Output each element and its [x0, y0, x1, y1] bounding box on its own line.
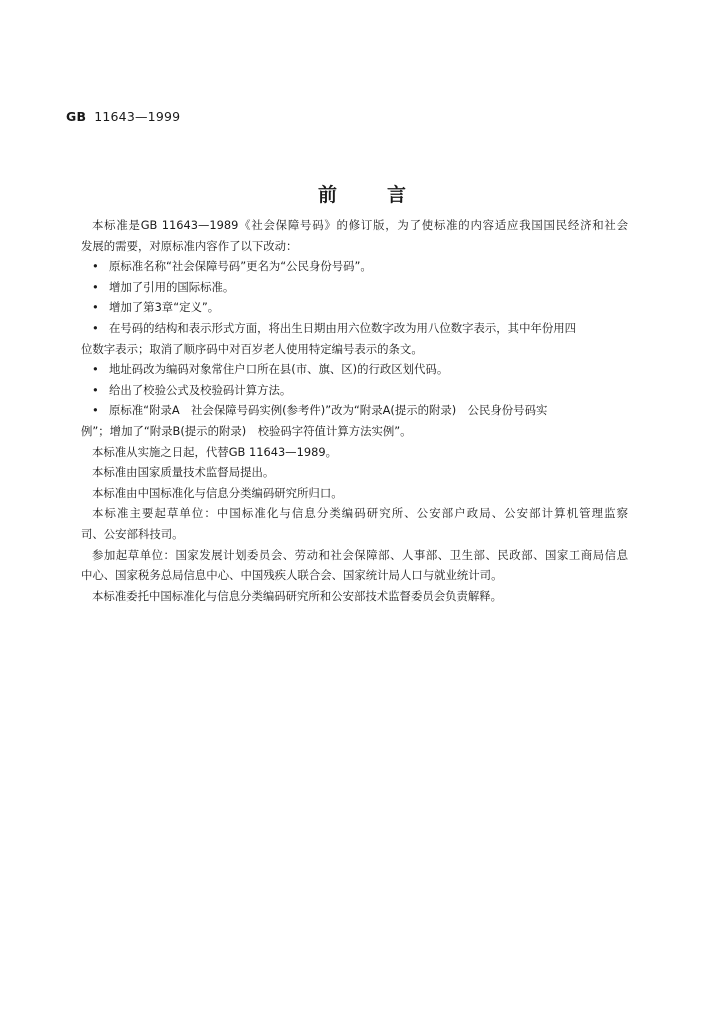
change-item-4: [81, 318, 628, 339]
bullet-icon: •: [92, 382, 99, 397]
bullet-icon: •: [92, 362, 99, 377]
main-drafters-line2: 司、公安部科技司。: [81, 526, 184, 541]
bullet-icon: •: [92, 279, 99, 294]
foreword-body: [81, 215, 628, 606]
change-item-5: [81, 359, 628, 380]
bullet-icon: •: [92, 403, 99, 418]
change-item-3: [81, 297, 628, 318]
change-item-6: [81, 380, 628, 401]
interpretation-paragraph: 本标准委托中国标准化与信息分类编码研究所和公安部技术监督委员会负责解释。: [92, 588, 503, 603]
change-item-1: [81, 256, 628, 277]
replacement-paragraph: 本标准从实施之日起，代替GB 11643—1989。: [92, 444, 337, 459]
participating-drafters-line2: 中心、国家税务总局信息中心、中国残疾人联合会、国家统计局人口与就业统计司。: [81, 568, 503, 583]
change-item-text: 原标准“附录A 社会保障号码实例(参考件)”改为“附录A(提示的附录) 公民身份号码实: [109, 403, 548, 418]
change-item-text: 地址码改为编码对象常住户口所在县(市、旗、区)的行政区划代码。: [109, 362, 449, 377]
change-item-text: 原标准名称“社会保障号码”更名为“公民身份号码”。: [109, 259, 372, 274]
proposer-paragraph: 本标准由国家质量技术监督局提出。: [92, 465, 275, 480]
main-drafters-line1: 本标准主要起草单位：中国标准化与信息分类编码研究所、公安部户政局、公安部计算机管理监察: [92, 506, 628, 521]
change-item-4-continued: 位数字表示；取消了顺序码中对百岁老人使用特定编号表示的条文。: [81, 341, 423, 356]
bullet-icon: •: [92, 259, 99, 274]
intro-paragraph-line2: 发展的需要，对原标准内容作了以下改动：: [81, 238, 298, 253]
change-item-7: [81, 400, 628, 421]
bullet-icon: •: [92, 320, 99, 335]
standard-code-number: 11643—1999: [94, 109, 181, 124]
change-item-text: 在号码的结构和表示形式方面，将出生日期由用六位数字改为用八位数字表示，其中年份用四: [109, 320, 577, 335]
bullet-icon: •: [92, 300, 99, 315]
intro-paragraph-line1: 本标准是GB 11643—1989《社会保障号码》的修订版，为了使标准的内容适应我国国民经济和社会: [92, 218, 628, 232]
standard-code-prefix: GB: [66, 109, 87, 124]
change-item-7-continued: 例”；增加了“附录B(提示的附录) 校验码字符值计算方法实例”。: [81, 423, 412, 438]
centralized-unit-paragraph: 本标准由中国标准化与信息分类编码研究所归口。: [92, 485, 343, 500]
page-title: 前言: [317, 184, 456, 206]
standard-code-header: [66, 109, 180, 124]
change-item-2: [81, 277, 628, 298]
change-item-text: 增加了引用的国际标准。: [109, 279, 235, 294]
change-item-text: 给出了校验公式及校验码计算方法。: [109, 382, 292, 397]
change-item-text: 增加了第3章“定义”。: [109, 300, 220, 315]
participating-drafters-line1: 参加起草单位：国家发展计划委员会、劳动和社会保障部、人事部、卫生部、民政部、国家工商局信息: [92, 547, 628, 562]
